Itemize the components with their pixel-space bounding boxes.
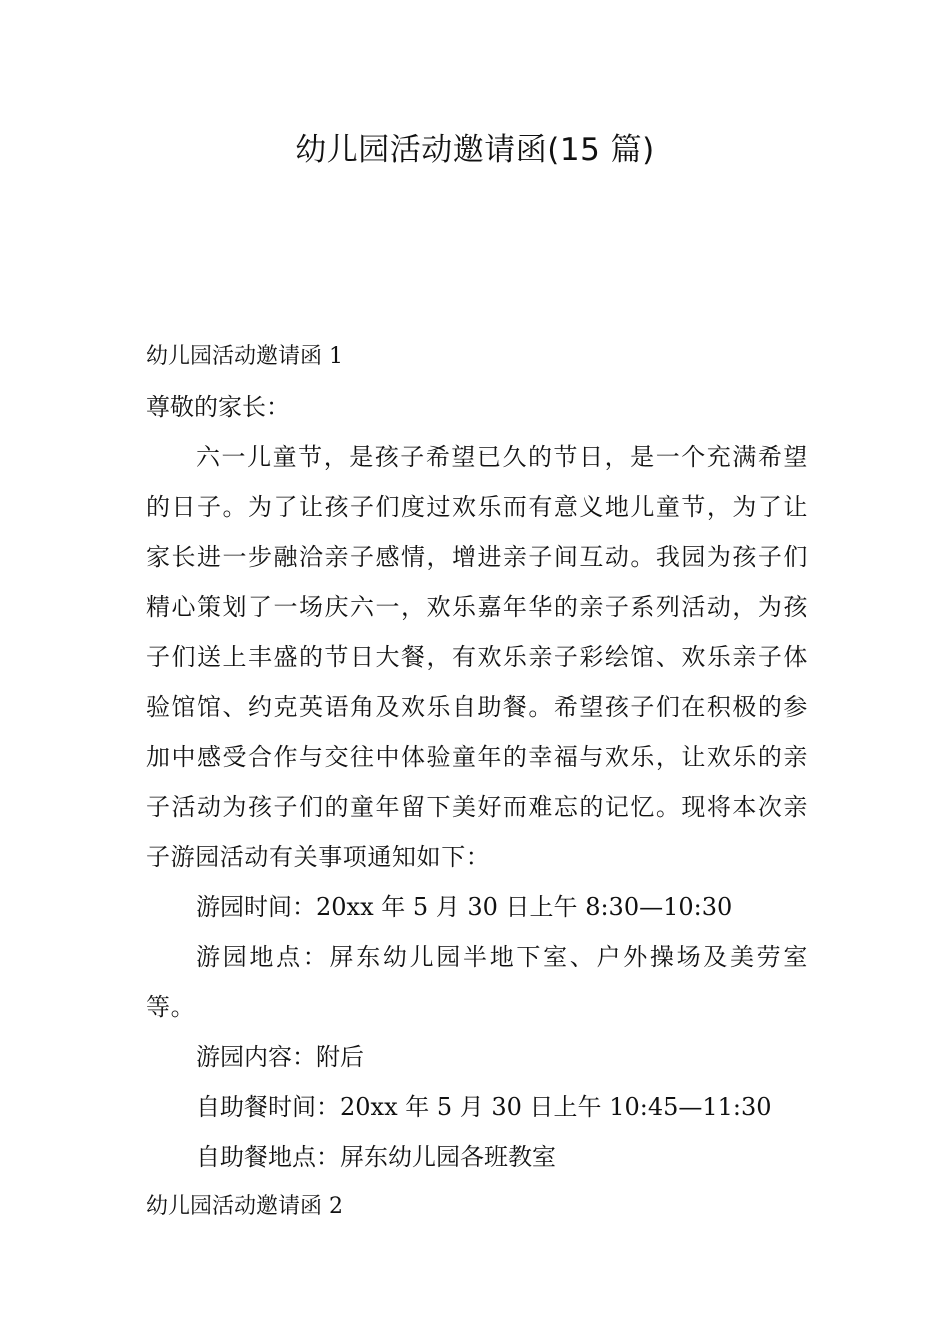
visit-place-line: 游园地点：屏东幼儿园半地下室、户外操场及美劳室等。: [146, 943, 808, 1021]
buffet-place-line: 自助餐地点：屏东幼儿园各班教室: [196, 1143, 556, 1171]
body-paragraph: 六一儿童节，是孩子希望已久的节日，是一个充满希望的日子。为了让孩子们度过欢乐而有意义地儿童节，为了让家长进一步融洽亲子感情，增进亲子间互动。我园为孩子们精心策划了一场庆六一，欢乐嘉年华的亲子系列活动，为孩子们送上丰盛的节日大餐，有欢乐亲子彩绘馆、欢乐亲子体验馆馆、约克英语角及欢乐自助餐。希望孩子们在积极的参加中感受合作与交往中体验童年的幸福与欢乐，让欢乐的亲子活动为孩子们的童年留下美好而难忘的记忆。现将本次亲子游园活动有关事项通知如下：: [146, 443, 808, 871]
section-heading-2: 幼儿园活动邀请函 2: [146, 1194, 343, 1219]
document-title: 幼儿园活动邀请函(15 篇): [295, 132, 655, 168]
section-heading-1: 幼儿园活动邀请函 1: [146, 344, 343, 369]
visit-time-line: 游园时间：20xx 年 5 月 30 日上午 8:30—10:30: [196, 893, 733, 921]
buffet-time-line: 自助餐时间：20xx 年 5 月 30 日上午 10:45—11:30: [196, 1093, 772, 1121]
document-body: [146, 332, 808, 1232]
salutation: 尊敬的家长：: [146, 393, 290, 421]
visit-content-line: 游园内容：附后: [196, 1043, 364, 1071]
